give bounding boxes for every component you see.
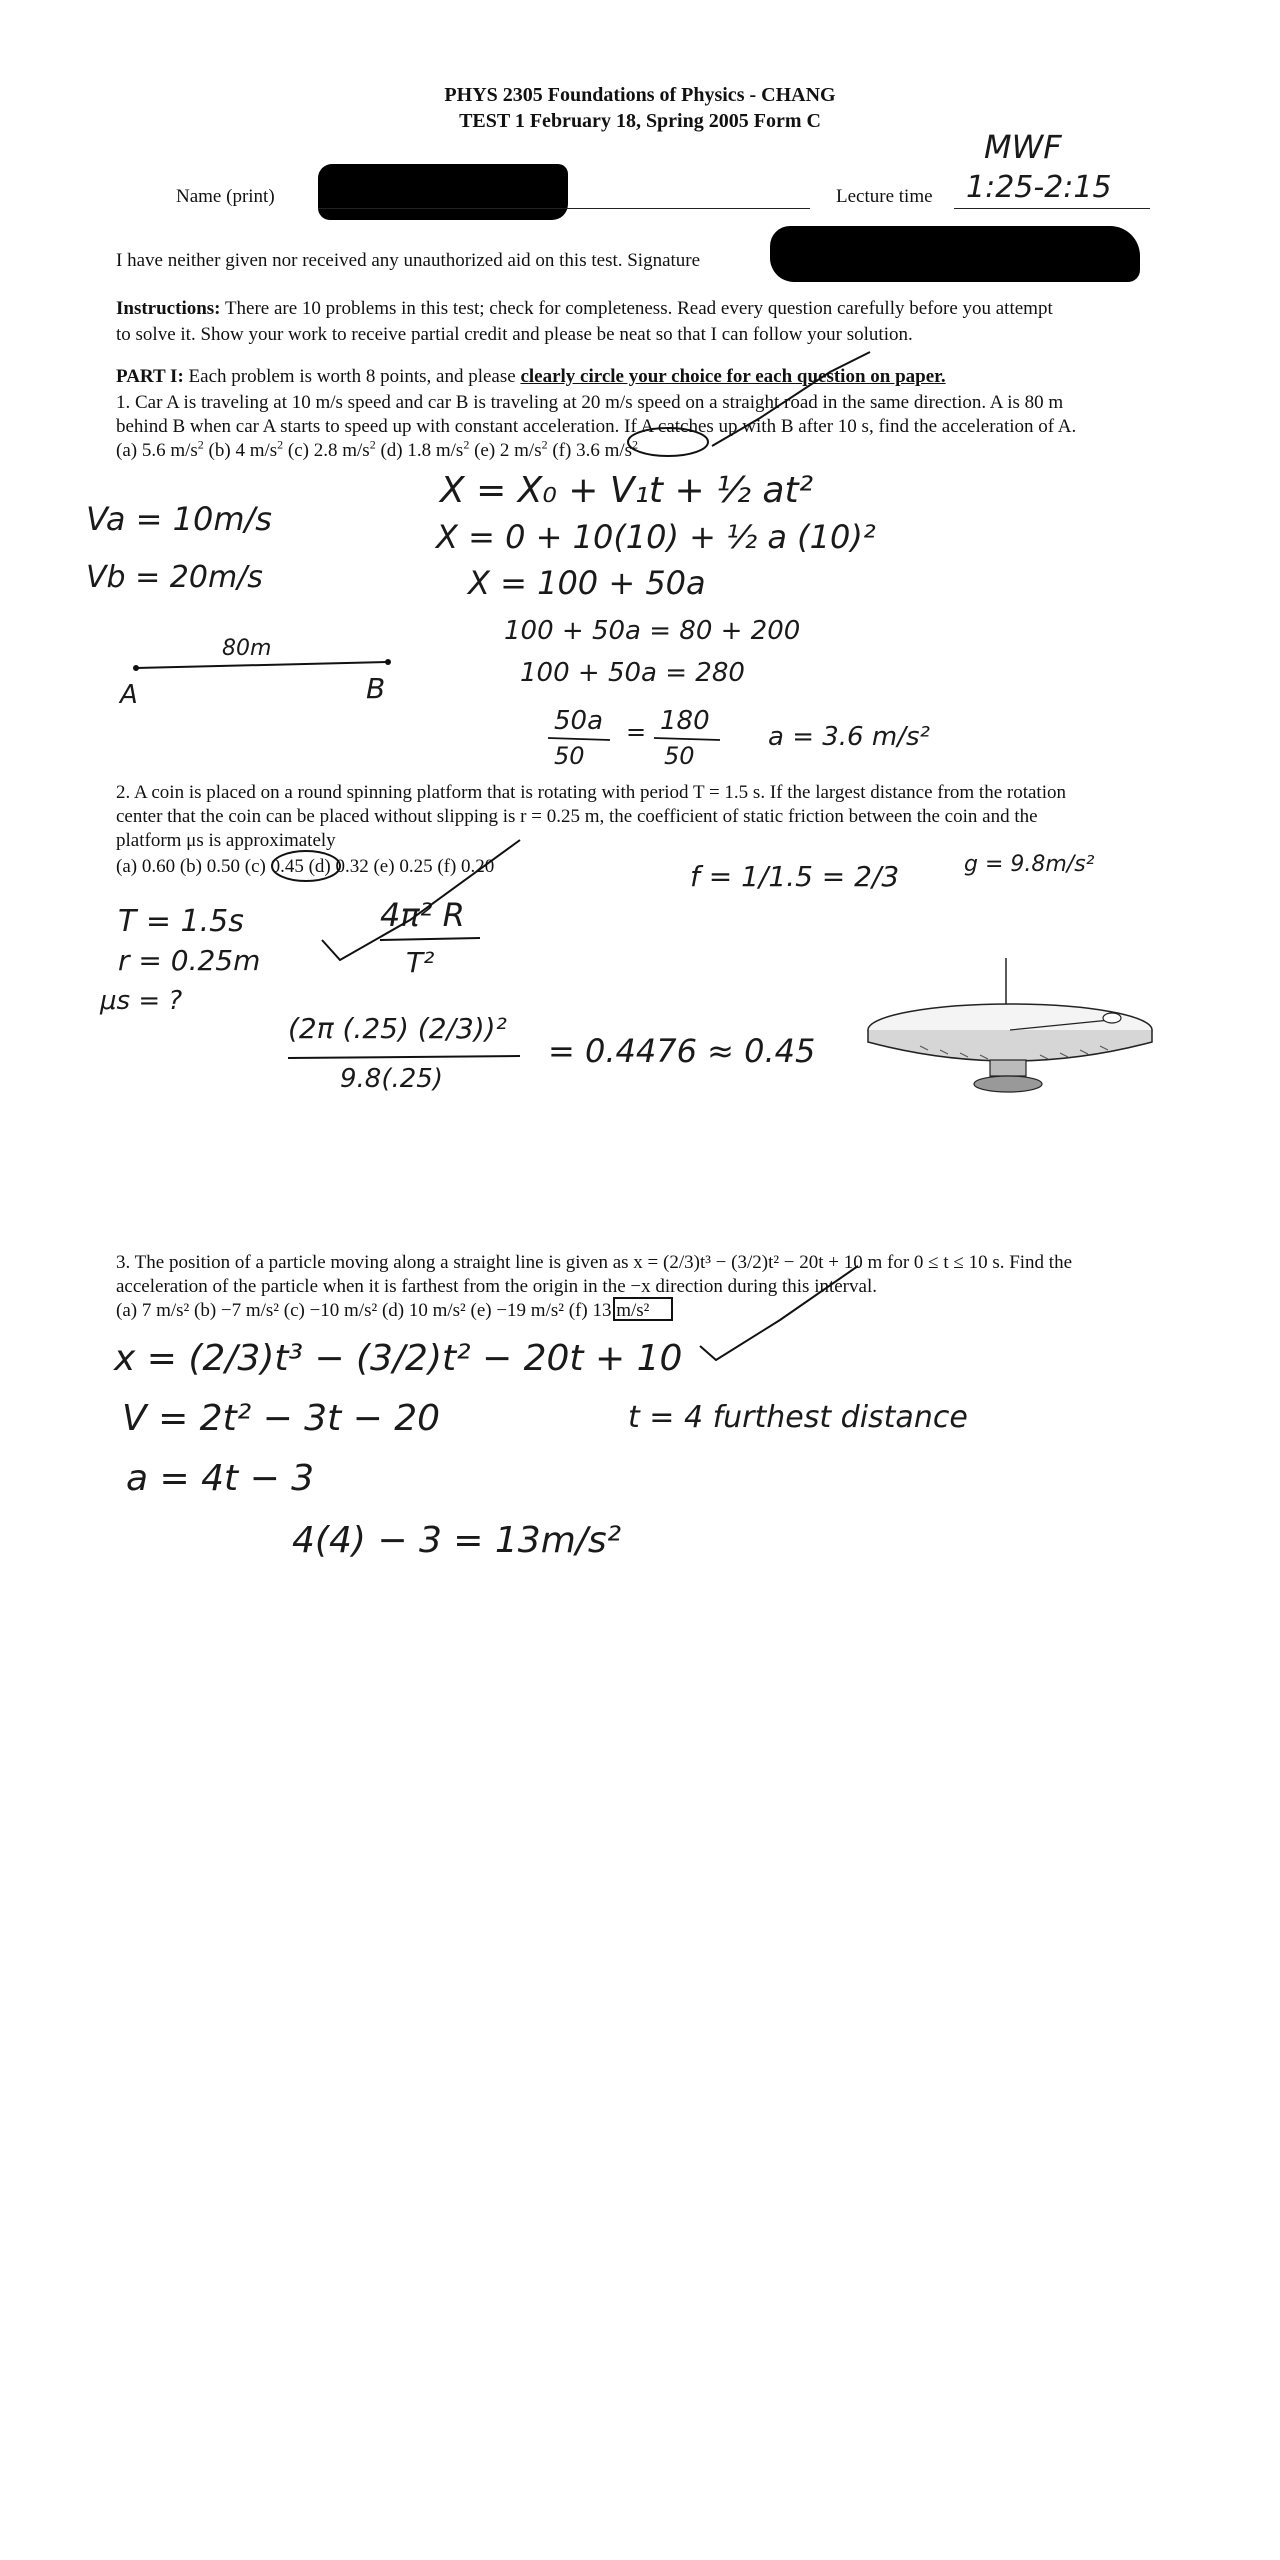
instructions-label: Instructions: (116, 298, 221, 319)
lecture-days-handwritten: MWF (984, 128, 1062, 166)
q1-choice-c[interactable]: (c) 2.8 m/s (287, 440, 370, 461)
q1-eq6-rden: 50 (664, 742, 695, 770)
q1-choices: (a) 5.6 $m/s^2$ (b) 4 $m/s^2$ (c) 2.8 $m/s^2$ (d) 1.8 $m/s^2$ (e) 2 $m/s^2$ (f) 3.6 $m/s^2$ (116, 437, 639, 461)
q2-formula-bar (380, 938, 480, 940)
q1-eq6-den: 50 (554, 742, 585, 770)
q1-point-a (133, 665, 139, 671)
instructions-line2: to solve it. Show your work to receive partial credit and please be neat so that I can follow your solution. (116, 324, 913, 345)
q1-frac-bar-2 (654, 738, 720, 740)
lecture-label: Lecture time (836, 186, 933, 207)
q1-choice-b[interactable]: (b) 4 m/s (208, 440, 278, 461)
q1-result: a = 3.6 m/s² (768, 722, 930, 752)
q1-eq6-rnum: 180 (660, 706, 710, 736)
q3-choices[interactable]: (a) 7 m/s² (b) −7 m/s² (c) −10 m/s² (d) 10 m/s² (e) −19 m/s² (f) 13 m/s² (116, 1300, 650, 1321)
q1-choice-f[interactable]: (f) 3.6 m/s (552, 440, 633, 461)
part1-text: Each problem is worth 8 points, and please (188, 366, 516, 387)
name-label: Name (print) (176, 186, 275, 207)
q3-line2: acceleration of the particle when it is farthest from the origin in the −x direction during this interval. (116, 1276, 877, 1297)
q2-calc-bar (288, 1056, 520, 1058)
q1-label-b: B (366, 672, 386, 705)
q3-calc: 4(4) − 3 = 13m/s² (292, 1520, 622, 1561)
q3-answer-box (614, 1298, 672, 1320)
q3-v: V = 2t² − 3t − 20 (122, 1398, 441, 1439)
q2-formula-num: 4π² R (380, 896, 465, 934)
q2-r: r = 0.25m (118, 944, 261, 977)
honor-statement: I have neither given nor received any unauthorized aid on this test. Signature (116, 250, 701, 271)
q2-calc-num: (2π (.25) (2/3))² (288, 1012, 507, 1045)
q3-a: a = 4t − 3 (126, 1458, 315, 1499)
q1-dist-label: 80m (222, 636, 272, 661)
q2-choices[interactable]: (a) 0.60 (b) 0.50 (c) 0.45 (d) 0.32 (e) 0.25 (f) 0.20 (116, 856, 495, 877)
q2-line3: platform μs is approximately (116, 830, 336, 851)
q1-point-b (385, 659, 391, 665)
q1-eq3: X = 100 + 50a (468, 564, 706, 602)
q1-line2: behind B when car A starts to speed up with constant acceleration. If A catches up with B after 10 s, find the acceleration of A. (116, 416, 1077, 437)
q3-note: t = 4 furthest distance (628, 1400, 968, 1435)
test-title: TEST 1 February 18, Spring 2005 Form C (459, 110, 821, 132)
q1-check-mark (712, 352, 870, 446)
q2-check-mark (322, 840, 520, 960)
course-title: PHYS 2305 Foundations of Physics - CHANG (444, 84, 836, 106)
q1-distance-segment (136, 662, 388, 668)
q1-eq2: X = 0 + 10(10) + ½ a (10)² (436, 518, 876, 556)
q2-T: T = 1.5s (118, 904, 244, 939)
q2-g: g = 9.8m/s² (964, 852, 1095, 877)
q2-platform-diagram (868, 958, 1152, 1092)
part1-emphasis: clearly circle your choice for each question on paper. (520, 366, 946, 387)
q1-choice-a[interactable]: (a) 5.6 m/s (116, 440, 198, 461)
part1-label: PART I: (116, 366, 184, 387)
q2-calc-result: = 0.4476 ≈ 0.45 (548, 1032, 816, 1070)
q1-choice-e[interactable]: (e) 2 m/s (474, 440, 542, 461)
instructions-text1: There are 10 problems in this test; check for completeness. Read every question carefully before you attempt (224, 298, 1053, 319)
q1-va: Va = 10m/s (86, 500, 272, 538)
q1-choice-d[interactable]: (d) 1.8 m/s (380, 440, 464, 461)
q3-line1: 3. The position of a particle moving along a straight line is given as x = (2/3)t³ − (3/2)t² − 20t + 10 m for 0 ≤ t ≤ 10 s. Find the (116, 1252, 1073, 1273)
q1-eq1: X = X₀ + V₁t + ½ at² (440, 470, 814, 511)
q1-label-a: A (120, 680, 138, 710)
q2-mu: μs = ? (100, 986, 183, 1016)
q1-eq5: 100 + 50a = 280 (520, 658, 745, 688)
q3-check-mark (700, 1266, 858, 1360)
q2-line1: 2. A coin is placed on a round spinning platform that is rotating with period T = 1.5 s. If the largest distance from the rotation (116, 782, 1066, 803)
q1-eq6-equals: = (626, 718, 647, 746)
q1-vb: Vb = 20m/s (86, 560, 263, 595)
q3-x: x = (2/3)t³ − (3/2)t² − 20t + 10 (114, 1338, 683, 1379)
q2-calc-den: 9.8(.25) (340, 1064, 443, 1094)
q2-answer-circle (272, 851, 340, 881)
q1-answer-circle (628, 428, 708, 456)
q1-frac-bar-1 (548, 738, 610, 740)
q1-eq4: 100 + 50a = 80 + 200 (504, 616, 801, 646)
q1-eq6-num: 50a (554, 706, 604, 736)
lecture-time-handwritten: 1:25-2:15 (966, 170, 1112, 205)
q2-line2: center that the coin can be placed without slipping is r = 0.25 m, the coefficient of static friction between the coin and the (116, 806, 1038, 827)
q2-f-eq: f = 1/1.5 = 2/3 (690, 860, 900, 893)
q1-line1: 1. Car A is traveling at 10 m/s speed and car B is traveling at 20 m/s speed on a straight road in the same direction. A is 80 m (116, 392, 1064, 413)
q2-formula-den: T² (406, 946, 435, 979)
